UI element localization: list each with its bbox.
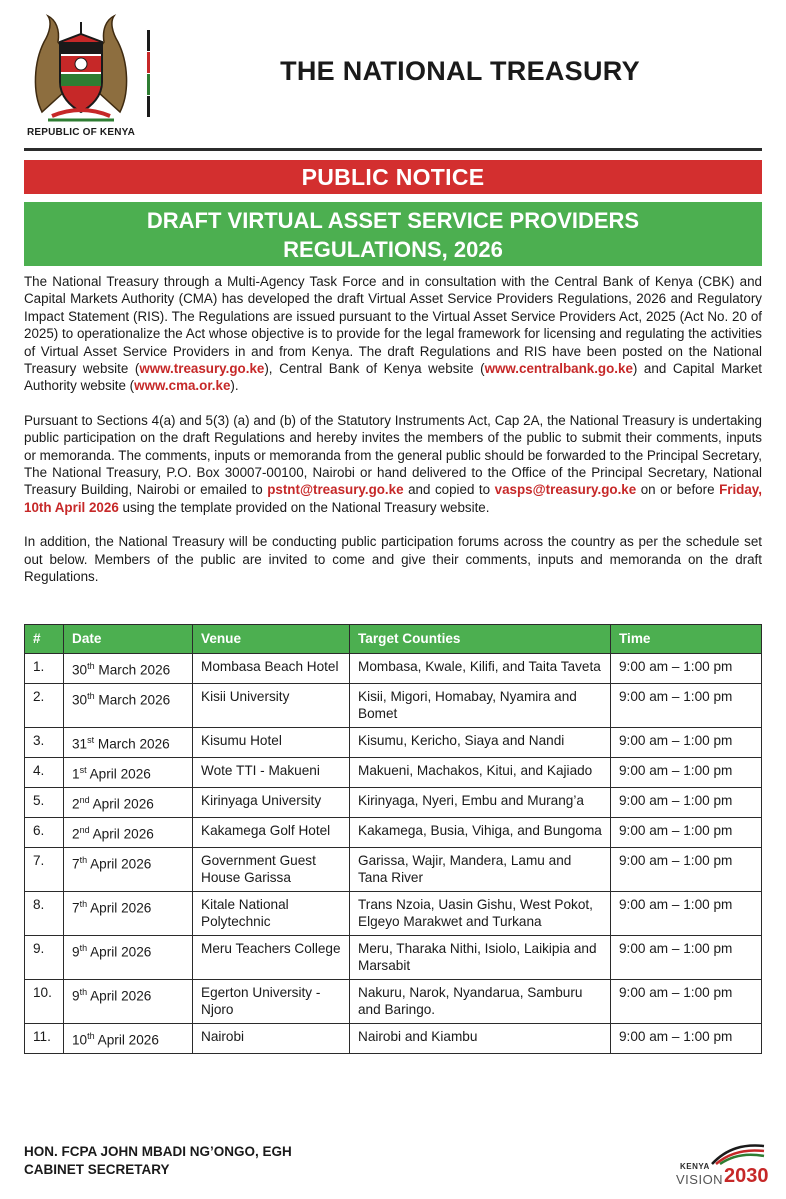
schedule-table <box>24 624 762 1054</box>
table-row <box>25 891 762 935</box>
coat-of-arms-logo <box>22 12 140 138</box>
table-row <box>25 847 762 891</box>
cell-counties: Kisumu, Kericho, Siaya and Nandi <box>350 727 611 757</box>
schedule-header-row <box>25 625 762 654</box>
cell-number: 7. <box>25 847 64 891</box>
signatory-name: HON. FCPA JOHN MBADI NG’ONGO, EGH <box>24 1144 292 1159</box>
pstnt-email-link[interactable]: pstnt@treasury.go.ke <box>267 482 404 498</box>
notice-body <box>24 273 762 603</box>
table-row <box>25 817 762 847</box>
table-row <box>25 683 762 727</box>
cell-venue: Kakamega Golf Hotel <box>193 817 350 847</box>
cell-time: 9:00 am – 1:00 pm <box>611 653 762 683</box>
coat-of-arms-icon <box>22 12 140 124</box>
cell-date: 30th March 2026 <box>64 683 193 727</box>
cell-time: 9:00 am – 1:00 pm <box>611 817 762 847</box>
cell-time: 9:00 am – 1:00 pm <box>611 935 762 979</box>
cell-counties: Nakuru, Narok, Nyandarua, Samburu and Baringo. <box>350 979 611 1023</box>
cell-date: 31st March 2026 <box>64 727 193 757</box>
cell-venue: Kisii University <box>193 683 350 727</box>
cell-number: 6. <box>25 817 64 847</box>
cell-time: 9:00 am – 1:00 pm <box>611 891 762 935</box>
header-divider <box>24 148 762 151</box>
header <box>0 0 786 150</box>
public-notice-banner: PUBLIC NOTICE <box>24 160 762 194</box>
para2-text-d: using the template provided on the National Treasury website. <box>118 499 490 515</box>
cell-date: 9th April 2026 <box>64 935 193 979</box>
cell-date: 7th April 2026 <box>64 847 193 891</box>
para2-text-a: Pursuant to Sections 4(a) and 5(3) (a) and (b) of the Statutory Instruments Act, Cap 2A, the National Treasury is undertaking public participation on the draft Regulations and hereby invites the members of the public to submit their comments, inputs or memoranda. The comments, inputs or memoranda from the general public should be forwarded to the Principal Secretary, The National Treasury, P.O. Box 30007-00100, Nairobi or hand delivered to the Office of the Principal Secretary, National Treasury Building, Nairobi or emailed to <box>24 412 762 498</box>
cell-venue: Kisumu Hotel <box>193 727 350 757</box>
treasury-website-link[interactable]: www.treasury.go.ke <box>139 361 265 377</box>
notice-heading-line2: REGULATIONS, 2026 <box>283 237 503 262</box>
cell-number: 3. <box>25 727 64 757</box>
cell-counties: Kirinyaga, Nyeri, Embu and Murang’a <box>350 787 611 817</box>
cell-number: 5. <box>25 787 64 817</box>
cell-venue: Meru Teachers College <box>193 935 350 979</box>
para2-text-c: on or before <box>636 482 720 498</box>
cell-number: 8. <box>25 891 64 935</box>
cell-number: 4. <box>25 757 64 787</box>
cell-time: 9:00 am – 1:00 pm <box>611 1023 762 1053</box>
cell-number: 10. <box>25 979 64 1023</box>
paragraph-forums: In addition, the National Treasury will be conducting public participation forums across the country as per the schedule set out below. Members of the public are invited to come and give their comments, inputs and memoranda on the draft Regulations. <box>24 534 762 585</box>
signatory-role: CABINET SECRETARY <box>24 1162 170 1177</box>
cell-counties: Kisii, Migori, Homabay, Nyamira and Bomet <box>350 683 611 727</box>
vision-year-text: 2030 <box>724 1165 769 1187</box>
table-row <box>25 787 762 817</box>
cell-date: 30th March 2026 <box>64 653 193 683</box>
cell-venue: Kitale National Polytechnic <box>193 891 350 935</box>
cell-venue: Kirinyaga University <box>193 787 350 817</box>
col-header-venue: Venue <box>193 625 350 654</box>
cell-number: 11. <box>25 1023 64 1053</box>
cell-date: 2nd April 2026 <box>64 817 193 847</box>
cell-venue: Government Guest House Garissa <box>193 847 350 891</box>
vision-kenya-text: KENYA <box>680 1162 710 1171</box>
cell-date: 2nd April 2026 <box>64 787 193 817</box>
para2-text-b: and copied to <box>403 482 495 498</box>
cell-counties: Garissa, Wajir, Mandera, Lamu and Tana River <box>350 847 611 891</box>
cma-website-link[interactable]: www.cma.or.ke <box>134 378 231 394</box>
col-header-counties: Target Counties <box>350 625 611 654</box>
cell-date: 1st April 2026 <box>64 757 193 787</box>
cell-counties: Nairobi and Kiambu <box>350 1023 611 1053</box>
signature-block <box>24 1143 292 1179</box>
cell-number: 1. <box>25 653 64 683</box>
cell-counties: Makueni, Machakos, Kitui, and Kajiado <box>350 757 611 787</box>
vision-2030-logo <box>672 1140 772 1188</box>
paragraph-submission <box>24 412 762 516</box>
cell-time: 9:00 am – 1:00 pm <box>611 847 762 891</box>
cell-time: 9:00 am – 1:00 pm <box>611 787 762 817</box>
cell-venue: Mombasa Beach Hotel <box>193 653 350 683</box>
table-row <box>25 979 762 1023</box>
cell-counties: Mombasa, Kwale, Kilifi, and Taita Taveta <box>350 653 611 683</box>
table-row <box>25 727 762 757</box>
para1-text-d: ). <box>230 378 239 394</box>
col-header-number: # <box>25 625 64 654</box>
table-row <box>25 653 762 683</box>
notice-heading-line1: DRAFT VIRTUAL ASSET SERVICE PROVIDERS <box>146 208 640 233</box>
cell-venue: Egerton University - Njoro <box>193 979 350 1023</box>
table-row <box>25 1023 762 1053</box>
cell-time: 9:00 am – 1:00 pm <box>611 683 762 727</box>
cell-counties: Meru, Tharaka Nithi, Isiolo, Laikipia and Marsabit <box>350 935 611 979</box>
cell-venue: Nairobi <box>193 1023 350 1053</box>
deadline-date: Friday, 10th April 2026 <box>24 482 762 515</box>
cell-number: 9. <box>25 935 64 979</box>
table-row <box>25 935 762 979</box>
cell-time: 9:00 am – 1:00 pm <box>611 727 762 757</box>
notice-heading-banner <box>24 202 762 266</box>
cell-venue: Wote TTI - Makueni <box>193 757 350 787</box>
schedule-body <box>25 653 762 1053</box>
cell-date: 10th April 2026 <box>64 1023 193 1053</box>
cell-number: 2. <box>25 683 64 727</box>
flag-stripes <box>147 30 151 118</box>
cell-time: 9:00 am – 1:00 pm <box>611 979 762 1023</box>
vision-text: VISION <box>676 1172 724 1187</box>
cell-counties: Kakamega, Busia, Vihiga, and Bungoma <box>350 817 611 847</box>
crest-caption: REPUBLIC OF KENYA <box>26 127 136 138</box>
col-header-time: Time <box>611 625 762 654</box>
col-header-date: Date <box>64 625 193 654</box>
para1-text-a: The National Treasury through a Multi-Agency Task Force and in consultation with the Central Bank of Kenya (CBK) and Capital Markets Authority (CMA) has developed the draft Virtual Asset Service Providers Regulations, 2026 and Regulatory Impact Statement (RIS). The Regulations are issued pursuant to the Virtual Asset Service Providers Act, 2025 (Act No. 20 of 2025) to operationalize the Act whose objective is to provide for the legal framework for licensing and regulating the activities of Virtual Asset Service Providers in and from Kenya. The draft Regulations and RIS have been posted on the National Treasury website ( <box>24 274 762 377</box>
paragraph-intro <box>24 273 762 395</box>
cell-date: 7th April 2026 <box>64 891 193 935</box>
cbk-website-link[interactable]: www.centralbank.go.ke <box>484 361 633 377</box>
page-title: THE NATIONAL TREASURY <box>280 56 640 86</box>
cell-time: 9:00 am – 1:00 pm <box>611 757 762 787</box>
cell-counties: Trans Nzoia, Uasin Gishu, West Pokot, Elgeyo Marakwet and Turkana <box>350 891 611 935</box>
para1-text-b: ), Central Bank of Kenya website ( <box>264 361 485 377</box>
para1-text-c: ) and Capital Market Authority website ( <box>24 361 762 394</box>
cell-date: 9th April 2026 <box>64 979 193 1023</box>
vasps-email-link[interactable]: vasps@treasury.go.ke <box>494 482 637 498</box>
table-row <box>25 757 762 787</box>
